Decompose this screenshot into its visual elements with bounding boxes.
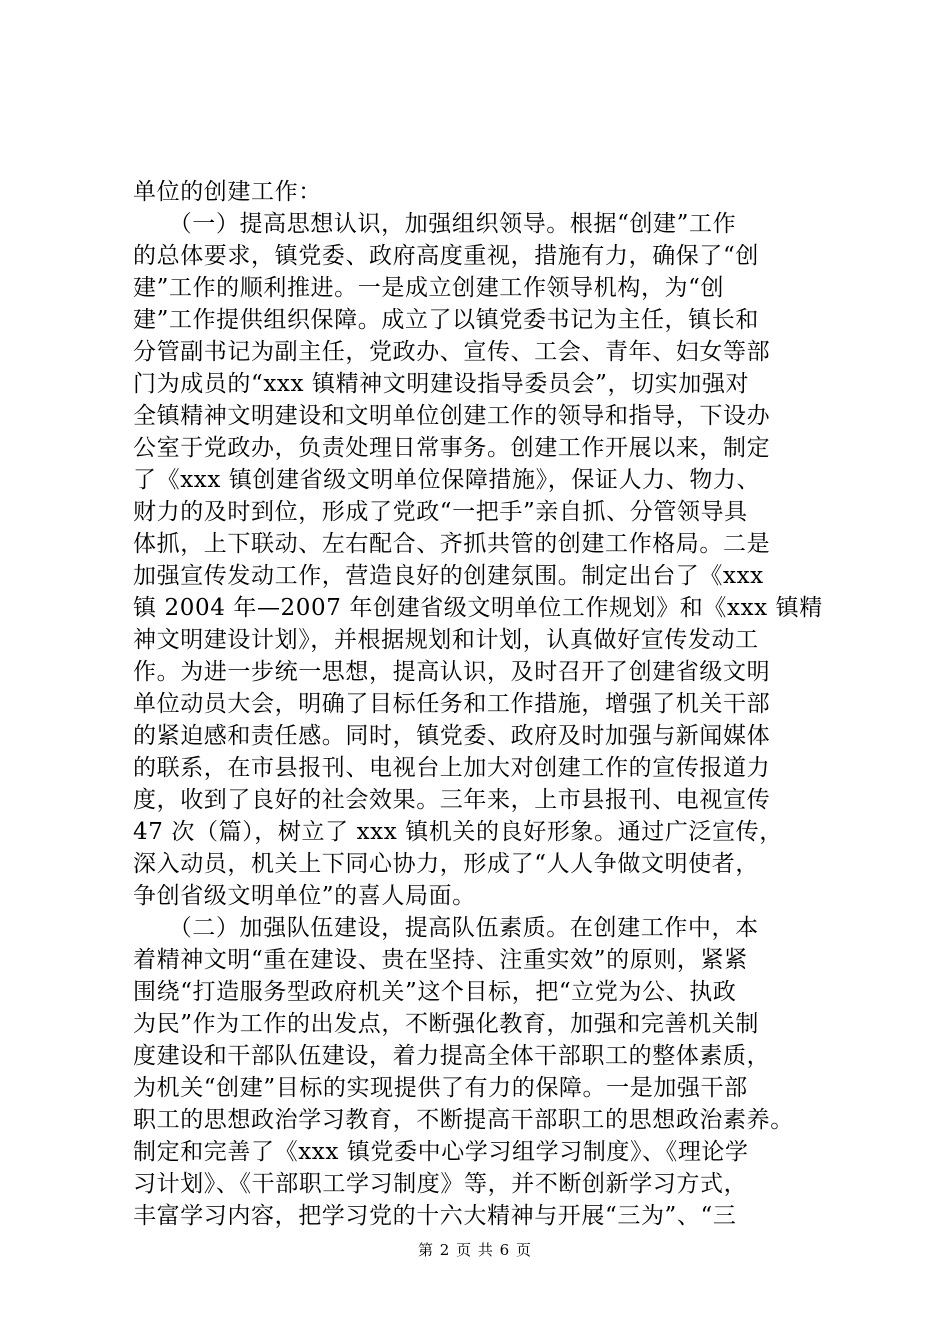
text-line: 门为成员的“xxx 镇精神文明建设指导委员会”，切实加强对	[133, 371, 750, 397]
text-line: 着精神文明“重在建设、贵在坚持、注重实效”的原则，紧紧	[133, 947, 748, 973]
body-text	[133, 176, 833, 1232]
text-line: 深入动员，机关上下同心协力，形成了“人人争做文明使者，	[133, 851, 759, 877]
text-line: 的紧迫感和责任感。同时，镇党委、政府及时加强与新闻媒体	[133, 723, 771, 749]
text-line: 制定和完善了《xxx 镇党委中心学习组学习制度》、《理论学	[133, 1139, 749, 1165]
text-line: 的联系，在市县报刊、电视台上加大对创建工作的宣传报道力	[133, 755, 771, 781]
text-line: 为民”作为工作的出发点，不断强化教育，加强和完善机关制	[133, 1011, 759, 1037]
text-line: 公室于党政办，负责处理日常事务。创建工作开展以来，制定	[133, 435, 771, 461]
text-line: 度建设和干部队伍建设，着力提高全体干部职工的整体素质，	[133, 1043, 771, 1069]
text-line: 争创省级文明单位”的喜人局面。	[133, 883, 476, 909]
text-line: 体抓，上下联动、左右配合、齐抓共管的创建工作格局。二是	[133, 531, 771, 557]
text-line: 的总体要求，镇党委、政府高度重视，措施有力，确保了“创	[133, 243, 759, 269]
text-line: 丰富学习内容，把学习党的十六大精神与开展“三为”、“三	[133, 1203, 737, 1229]
text-line: （一）提高思想认识，加强组织领导。根据“创建”工作	[133, 211, 737, 237]
text-line: 财力的及时到位，形成了党政“一把手”亲自抓、分管领导具	[133, 499, 748, 525]
text-line: （二）加强队伍建设，提高队伍素质。在创建工作中，本	[133, 915, 759, 941]
text-line: 了《xxx 镇创建省级文明单位保障措施》，保证人力、物力、	[133, 467, 761, 493]
text-line: 作。为进一步统一思想，提高认识，及时召开了创建省级文明	[133, 659, 771, 685]
page-number-footer: 第 2 页 共 6 页	[418, 1241, 532, 1259]
text-line: 度，收到了良好的社会效果。三年来，上市县报刊、电视宣传	[133, 787, 771, 813]
text-line: 习计划》、《干部职工学习制度》等，并不断创新学习方式，	[133, 1171, 748, 1197]
text-line: 职工的思想政治学习教育，不断提高干部职工的思想政治素养。	[133, 1107, 794, 1133]
text-line: 全镇精神文明建设和文明单位创建工作的领导和指导，下设办	[133, 403, 771, 429]
text-line: 单位动员大会，明确了目标任务和工作措施，增强了机关干部	[133, 691, 771, 717]
text-line: 镇 2004 年—2007 年创建省级文明单位工作规划》和《xxx 镇精	[133, 595, 823, 621]
text-line: 分管副书记为副主任，党政办、宣传、工会、青年、妇女等部	[133, 339, 771, 365]
text-line: 47 次（篇），树立了 xxx 镇机关的良好形象。通过广泛宣传，	[133, 819, 783, 845]
text-line: 建”工作的顺利推进。一是成立创建工作领导机构，为“创	[133, 275, 725, 301]
text-line: 为机关“创建”目标的实现提供了有力的保障。一是加强干部	[133, 1075, 748, 1101]
text-line: 加强宣传发动工作，营造良好的创建氛围。制定出台了《xxx	[133, 563, 764, 589]
text-line: 单位的创建工作：	[133, 179, 322, 205]
text-line: 神文明建设计划》，并根据规划和计划，认真做好宣传发动工	[133, 627, 759, 653]
text-line: 围绕“打造服务型政府机关”这个目标，把“立党为公、执政	[133, 979, 737, 1005]
text-line: 建”工作提供组织保障。成立了以镇党委书记为主任，镇长和	[133, 307, 759, 333]
